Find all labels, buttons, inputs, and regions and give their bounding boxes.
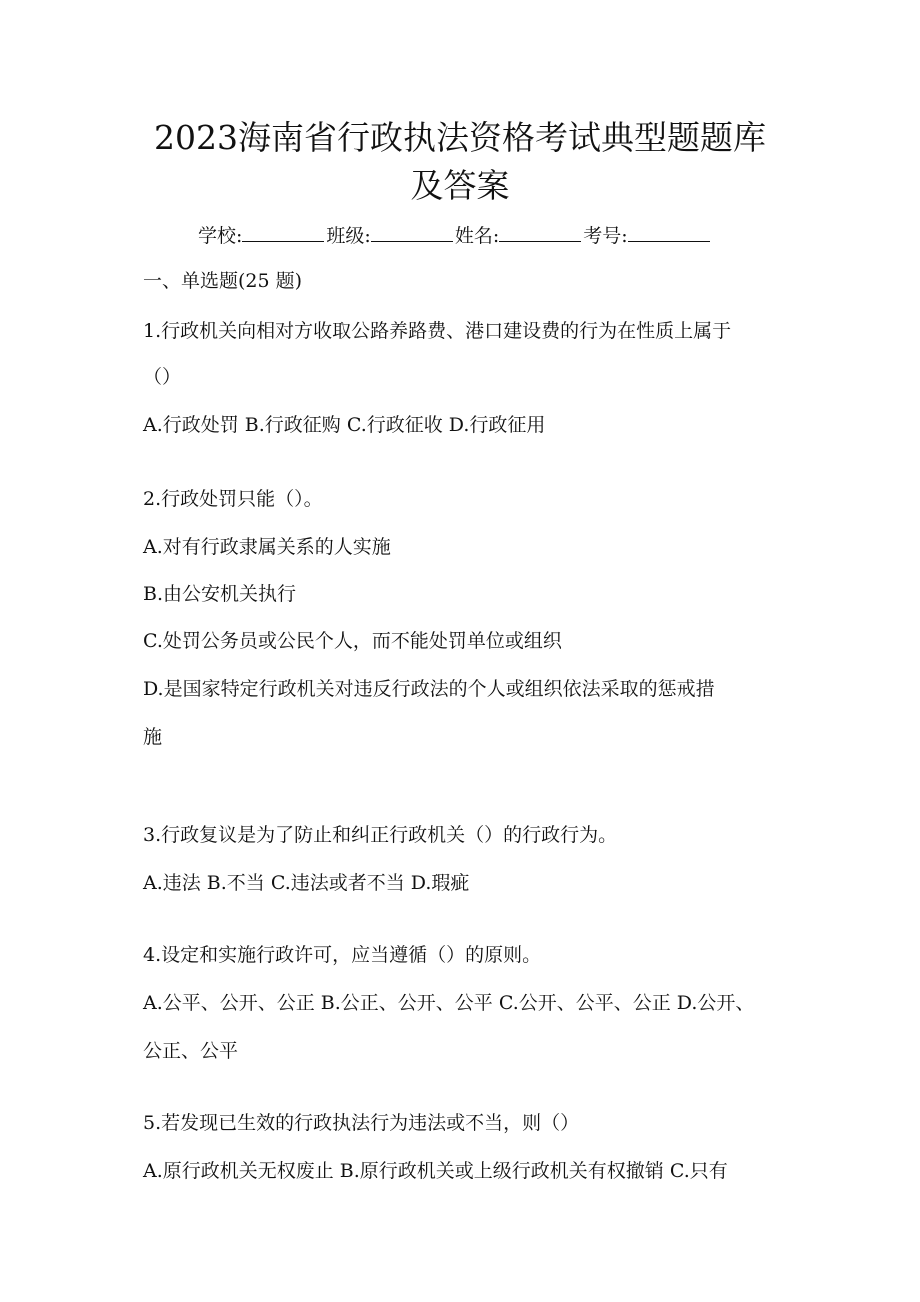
- section-heading: 一、单选题(25 题): [143, 270, 303, 292]
- q1-options: A.行政处罚 B.行政征购 C.行政征收 D.行政征用: [143, 414, 546, 436]
- school-label: 学校:: [198, 225, 243, 247]
- document-title-line2: 及答案: [410, 166, 510, 205]
- school-blank: [242, 222, 324, 242]
- q2-option-d-line2: 施: [143, 726, 163, 748]
- q5-options-line1: A.原行政机关无权废止 B.原行政机关或上级行政机关有权撤销 C.只有: [143, 1160, 728, 1182]
- name-label: 姓名:: [454, 225, 500, 247]
- exam-no-label: 考号:: [583, 225, 628, 247]
- q1-stem-line1: 1.行政机关向相对方收取公路养路费、港口建设费的行为在性质上属于: [143, 320, 732, 342]
- name-blank: [499, 222, 581, 242]
- q2-option-a: A.对有行政隶属关系的人实施: [143, 536, 391, 558]
- document-title-line1: 2023海南省行政执法资格考试典型题题库: [154, 118, 766, 157]
- q2-option-b: B.由公安机关执行: [143, 583, 297, 605]
- q2-option-c: C.处罚公务员或公民个人，而不能处罚单位或组织: [143, 630, 562, 652]
- q2-stem: 2.行政处罚只能（）。: [143, 488, 323, 510]
- class-blank: [371, 222, 453, 242]
- q5-stem: 5.若发现已生效的行政执法行为违法或不当，则（）: [143, 1112, 580, 1134]
- q3-options: A.违法 B.不当 C.违法或者不当 D.瑕疵: [143, 872, 470, 894]
- class-label: 班级:: [326, 225, 371, 247]
- q4-options-line2: 公正、公平: [143, 1040, 239, 1062]
- q3-stem: 3.行政复议是为了防止和纠正行政机关（）的行政行为。: [143, 824, 618, 846]
- exam-no-blank: [628, 222, 710, 242]
- q4-options-line1: A.公平、公开、公正 B.公正、公开、公平 C.公开、公平、公正 D.公开、: [143, 992, 755, 1014]
- q2-option-d-line1: D.是国家特定行政机关对违反行政法的个人或组织依法采取的惩戒措: [143, 678, 715, 700]
- student-info-row: [198, 222, 712, 249]
- q4-stem: 4.设定和实施行政许可，应当遵循（）的原则。: [143, 944, 542, 966]
- q1-stem-line2: （）: [143, 366, 182, 388]
